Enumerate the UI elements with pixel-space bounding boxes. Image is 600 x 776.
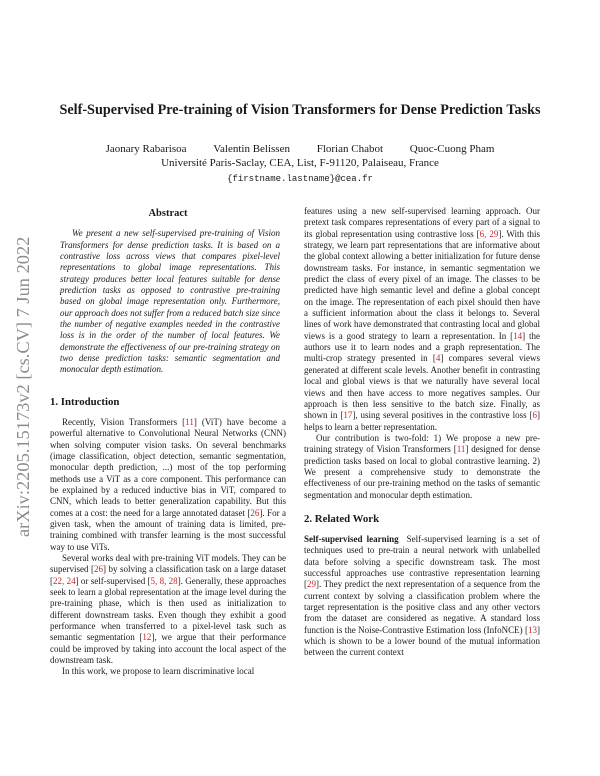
text-run: ] the authors use it to learn nodes and a graph representation. The multi-crop strategy presented in [	[304, 330, 540, 364]
text-run: Self-supervised learning is a set of techniques used to pre-train a neural network with unlabelled data before solving a specific downstream task. The most successful approaches use contrastive representation learning [	[304, 533, 540, 590]
citation-link[interactable]: 5, 8, 28	[150, 575, 178, 586]
citation-link[interactable]: 6	[532, 410, 538, 421]
related-paragraph-1	[304, 534, 540, 659]
text-run: features using a new self-supervised learning approach. Our pretext task compares representations of every part of a signal to its global representation using contrastive loss [	[304, 206, 540, 239]
text-run: ] designed for dense prediction tasks based on local to global contrastive learning. 2) We present a comprehensive study to demonstrate the effectiveness of our pre-training method on the tasks of semantic segmentation and monocular depth estimation.	[304, 444, 540, 500]
author-email: {firstname.lastname}@cea.fr	[227, 174, 373, 184]
text-run: ] or self-supervised [	[75, 575, 151, 586]
abstract-text: We present a new self-supervised pre-training of Vision Transformers for dense prediction tasks. It is based on a contrastive loss across views that compares pixel-level representations to global image representations. This strategy produces better local features suitable for dense prediction tasks as opposed to contrastive pre-training based on global image representation only. Furthermore, our approach does not suffer from a reduced batch size since the number of negative examples needed in the contrastive loss is in the order of the number of local features. We demonstrate the effectiveness of our pre-training strategy on two dense prediction tasks: semantic segmentation and monocular depth estimation.	[60, 228, 280, 375]
section-heading-related-work: 2. Related Work	[304, 512, 380, 525]
citation-link[interactable]: 6, 29	[479, 228, 499, 239]
paragraph-heading: Self-supervised learning	[304, 533, 399, 544]
text-run: ]. Generally, these approaches seek to learn a global representation at the image level during the pre-training phase, which is then used as initialization to different downstream tasks. Even though they exhibit a good performance when transferred to a pixel-level task such as semantic segmentation [	[50, 575, 287, 643]
left-column	[50, 206, 286, 678]
text-run: Recently, Vision Transformers [	[62, 416, 186, 427]
text-run: ], using several positives in the contrastive loss [	[352, 410, 533, 421]
intro-paragraph-1	[50, 417, 286, 553]
text-run: ] compares several views generated at different scale levels. Another benefit in contrasting local and global views is that we naturally have several local views and then have access to more negatives samples. Our approach is then less sensitive to the batch size. Finally, as shown in [	[304, 353, 540, 421]
text-run: Our contribution is two-fold: 1) We propose a new pre-training strategy of Vision Transformers [	[304, 432, 540, 455]
paper-title: Self-Supervised Pre-training of Vision Transformers for Dense Prediction Tasks	[59, 102, 541, 118]
citation-link[interactable]: 11	[185, 416, 194, 427]
section-heading-introduction: 1. Introduction	[50, 395, 120, 408]
citation-link[interactable]: 14	[513, 330, 523, 341]
arxiv-identifier: arXiv:2205.15173v2 [cs.CV] 7 Jun 2022	[13, 236, 33, 537]
citation-link[interactable]: 22, 24	[53, 575, 76, 586]
citation-link[interactable]: 4	[435, 353, 441, 364]
text-run: ] (ViT) have become a powerful alternative to Convolutional Neural Networks (CNN) when solving computer vision tasks. On several benchmarks (image classification, object detection, semantic segmentation, monocular depth prediction, ...) most of the top performing methods use a ViT as a core component. This performance can be explained by a reduced inductive bias in ViT, compared to CNN, which leads to better generalization capability. But this comes at a cost: the need for a large annotated dataset [	[50, 416, 287, 518]
citation-link[interactable]: 26	[94, 564, 104, 575]
citation-link[interactable]: 12	[142, 632, 152, 643]
text-run: ], we argue that their performance could be improved by taking into account the local aspect of the downstream task.	[50, 632, 286, 666]
intro-paragraph-2	[50, 553, 286, 666]
abstract-heading: Abstract	[148, 208, 188, 219]
affiliation: Université Paris-Saclay, CEA, List, F-91120, Palaiseau, France	[161, 157, 439, 169]
text-run: ]. With this strategy, we learn part representations that are informative about the global context allowing a better initialization for future dense downstream tasks. For instance, in semantic segmentation we predict the class of every pixel of an image. The classes to be predicted have high semantic level and define a global concept on the image. The representation of each pixel should then have a sufficient information about the class it belongs to. Several lines of work have demonstrated that contrasting local and global views is a good strategy to learn a representation. In [	[304, 228, 540, 341]
author-name: Jaonary Rabarisoa	[105, 143, 187, 155]
author-list	[40, 142, 560, 156]
text-run: ]. They predict the next representation of a sequence from the current context by solving a classification problem where the target representation is the positive class and any other vectors from the dataset are considered as negative. A standard loss function is the Noise-Contrastive Estimation loss (InfoNCE) [	[304, 579, 540, 635]
intro-paragraph-4	[304, 433, 540, 501]
right-column	[304, 206, 540, 659]
citation-link[interactable]: 26	[250, 507, 260, 518]
author-name: Florian Chabot	[316, 143, 384, 155]
intro-paragraph-3-continued	[304, 206, 540, 433]
author-name: Valentin Belissen	[213, 143, 290, 155]
text-run: ]. For a given task, when the amount of training data is limited, pre-training combined with transfer learning is the most successful way to use ViTs.	[50, 507, 286, 552]
text-run: ] helps to learn a better representation.	[304, 410, 541, 432]
author-name: Quoc-Cuong Pham	[409, 143, 495, 155]
citation-link[interactable]: 29	[307, 579, 316, 590]
text-run: ] by solving a classification task on a large dataset [	[50, 564, 286, 586]
citation-link[interactable]: 13	[528, 624, 537, 635]
text-run: ] which is shown to be a lower bound of the mutual information between the current context	[304, 624, 540, 658]
citation-link[interactable]: 11	[456, 444, 466, 455]
citation-link[interactable]: 17	[343, 410, 353, 421]
intro-paragraph-3-start: In this work, we propose to learn discriminative local	[62, 666, 255, 677]
text-run: Several works deal with pre-training ViT models. They can be supervised [	[50, 552, 286, 575]
